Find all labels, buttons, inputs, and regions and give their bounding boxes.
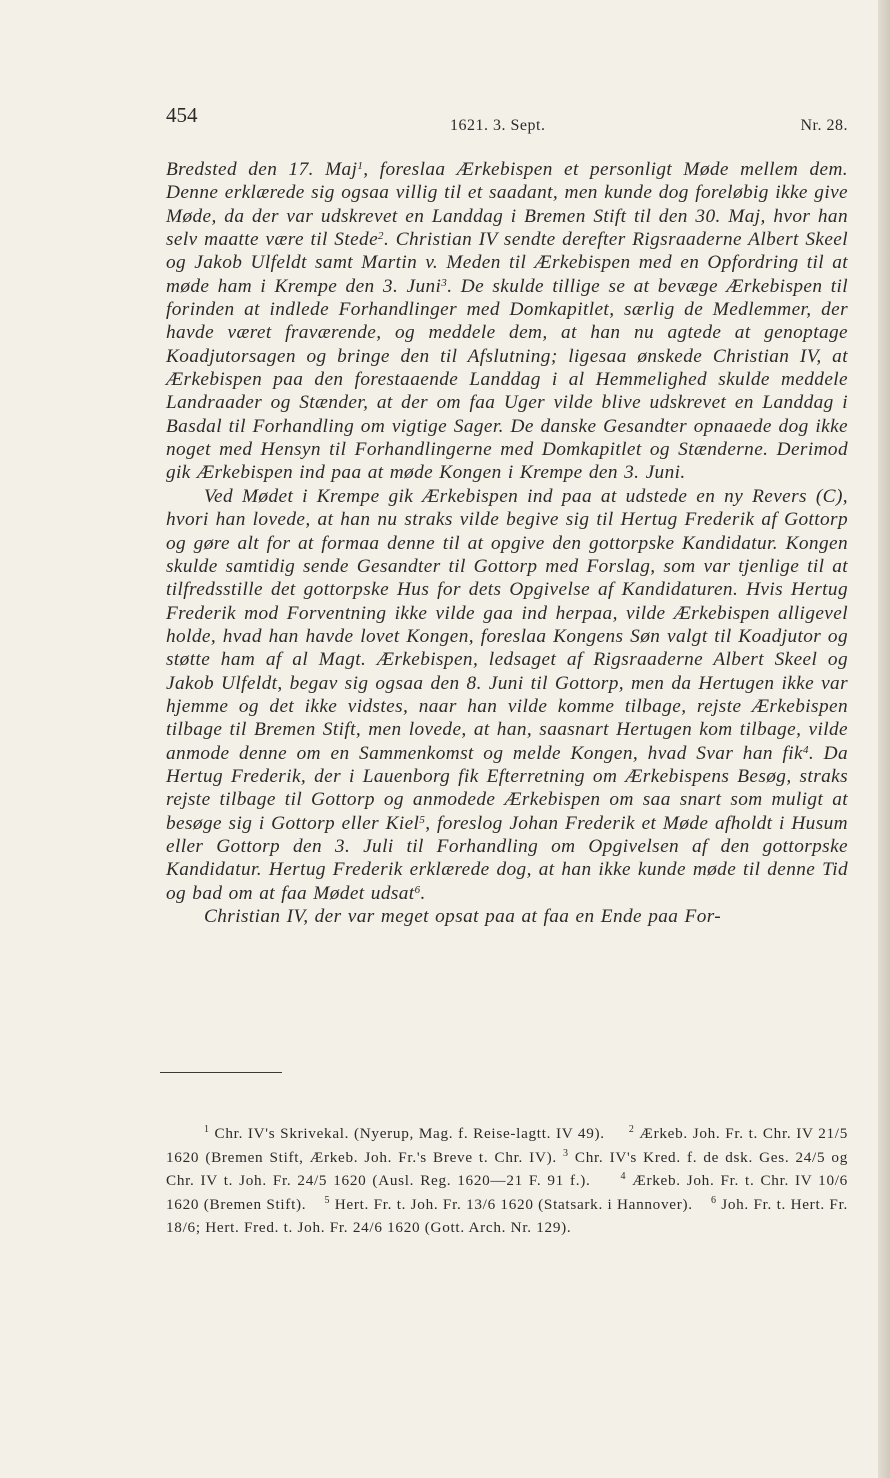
footnote-4-marker: 4 bbox=[620, 1171, 627, 1183]
page-edge bbox=[878, 0, 890, 1478]
running-header bbox=[166, 103, 848, 133]
footnote-5: Hert. Fr. t. Joh. Fr. bbox=[330, 1195, 467, 1213]
footnote-2: Ærkeb. Joh. Fr. t. Chr. IV bbox=[634, 1125, 819, 1142]
footnote-6: Joh. Fr. t. Hert. Fr. bbox=[716, 1195, 848, 1213]
footnote-ref-2[interactable]: 2 bbox=[378, 230, 384, 243]
paragraph-1: Bredsted den 17. Maj$^1$, foreslaa Ærkebispen et personligt Møde mellem dem. Denne erklærede sig ogsaa villig til et saadant, men kunde dog foreløbig ikke give Møde, da der var udskrevet en Landdag i Bremen Stift til den 30. Maj, hvor han selv maatte være til Stede$^2$. Christian IV sendte derefter Rigsraaderne Albert Skeel og Jakob Ulfeldt samt Martin v. Meden til Ærkebispen med en Opfordring til at møde ham i Krempe den 3. Juni$^3$. De skulde tillige se at bevæge Ærkebispen til forinden at indlede Forhandlinger med Domkapitlet, særlig de Medlemmer, der havde været fraværende, og meddele dem, at han nu agtede at genoptage Koadjutorsagen og bringe den til Afslutning; ligesaa ønskede Christian IV, at Ærkebispen paa den forestaaende Landdag i al Hemmelighed skulde meddele Landraader og Stænder, at der om faa Uger vilde blive udskrevet en Landdag i Basdal til Forhandling om vigtige Sager. De danske Gesandter opnaaede dog ikke noget med Hensyn til Forhandlingerne med Domkapitlet og Stænderne. Derimod gik Ærkebispen ind paa at møde Kongen i Krempe den 3. Juni. bbox=[166, 159, 848, 484]
footnote-ref-3[interactable]: 3 bbox=[441, 276, 448, 289]
page-number: 454 bbox=[166, 103, 198, 127]
footnote-5-marker: 5 bbox=[324, 1194, 331, 1206]
footnote-6-marker: 6 bbox=[710, 1194, 717, 1206]
footnote-divider bbox=[160, 1072, 282, 1073]
footnote-ref-6[interactable]: 6 bbox=[414, 883, 421, 896]
footnote-block: $^1$ Chr. IV's Skrivekal. (Nyerup, Mag. f. Reise-lagtt. IV 49). $^2$ Ærkeb. Joh. Fr. t. Chr. IV 21/5 1620 (Bremen Stift, Ærkeb. Joh. Fr.'s Breve t. Chr. IV). $^3$ Chr. IV's Kred. f. de dsk. Ges. 24/5 og Chr. IV t. Joh. Fr. 24/5 1620 (Ausl. Reg. 1620—21 F. 91 f.). $^4$ Ærkeb. Joh. Fr. t. Chr. IV 10/6 1620 (Bremen Stift). $^5$ Hert. Fr. t. Joh. Fr. 13/6 1620 (Statsark. i Hannover). $^6$ Joh. Fr. t. Hert. Fr. 18/6; Hert. Fred. t. Joh. Fr. 24/6 1620 (Gott. Arch. Nr. 129). bbox=[166, 1124, 849, 1237]
footnote-3-marker: 3 bbox=[563, 1147, 569, 1159]
paragraph-3: Christian IV, der var meget opsat paa at faa en Ende paa For- bbox=[204, 906, 722, 927]
footnote-2-marker: 2 bbox=[628, 1124, 635, 1135]
footnote-3: Chr. IV's Kred. f. de dsk. Ges. bbox=[568, 1148, 796, 1166]
footnote-1-marker: 1 bbox=[204, 1124, 210, 1135]
footnote-ref-1[interactable]: 1 bbox=[357, 160, 364, 172]
footnote-1: Chr. IV's Skrivekal. (Nyerup, Mag. f. Reise-lagtt. IV 49). bbox=[209, 1125, 605, 1142]
header-date: 1621. 3. Sept. bbox=[450, 117, 546, 134]
footnote-ref-5[interactable]: 5 bbox=[419, 813, 426, 826]
footnote-ref-4[interactable]: 4 bbox=[802, 743, 809, 756]
paragraph-2: Ved Mødet i Krempe gik Ærkebispen ind paa at udstede en ny Revers (C), hvori han lovede, at han nu straks vilde begive sig til Hertug Frederik af Gottorp og gøre alt for at formaa denne til at opgive den gottorpske Kandidatur. Kongen skulde samtidig sende Gesandter til Gottorp med Forslag, som var tjenlige til at tilfredsstille det gottorpske Hus for dets Opgivelse af Kandidaturen. Hvis Hertug Frederik mod Forventning ikke vilde gaa ind herpaa, vilde Ærkebispen alligevel holde, hvad han havde lovet Kongen, foreslaa Kongens Søn valgt til Koadjutor og støtte ham af al Magt. Ærkebispen, ledsaget af Rigsraaderne Albert Skeel og Jakob Ulfeldt, begav sig ogsaa den 8. Juni til Gottorp, men da Hertugen ikke var hjemme og det ikke vidstes, naar han vilde komme tilbage, rejste Ærkebispen tilbage til Bremen Stift, men lovede, at han, saasnart Hertugen kom tilbage, vilde anmode denne om en Sammenkomst og melde Kongen, hvad Svar han fik$^4$. Da Hertug Frederik, der i Lauenborg fik Efterretning om Ærkebispens Besøg, straks rejste tilbage til Gottorp og anmodede Ærkebispen om saa snart som muligt at besøge sig i Gottorp eller Kiel$^5$, foreslog Johan Frederik et Møde afholdt i Husum eller Gottorp den 3. Juli til Forhandling om Opgivelsen af den gottorpske Kandidatur. Hertug Frederik erklærede dog, at han ikke kunde møde til denne Tid og bad om at faa Mødet udsat$^6$. bbox=[166, 485, 848, 904]
document-number: Nr. 28. bbox=[800, 117, 848, 134]
footnotes bbox=[166, 1122, 848, 1240]
footnote-4: Ærkeb. Joh. Fr. t. Chr. IV bbox=[626, 1172, 819, 1190]
main-text bbox=[166, 158, 848, 928]
